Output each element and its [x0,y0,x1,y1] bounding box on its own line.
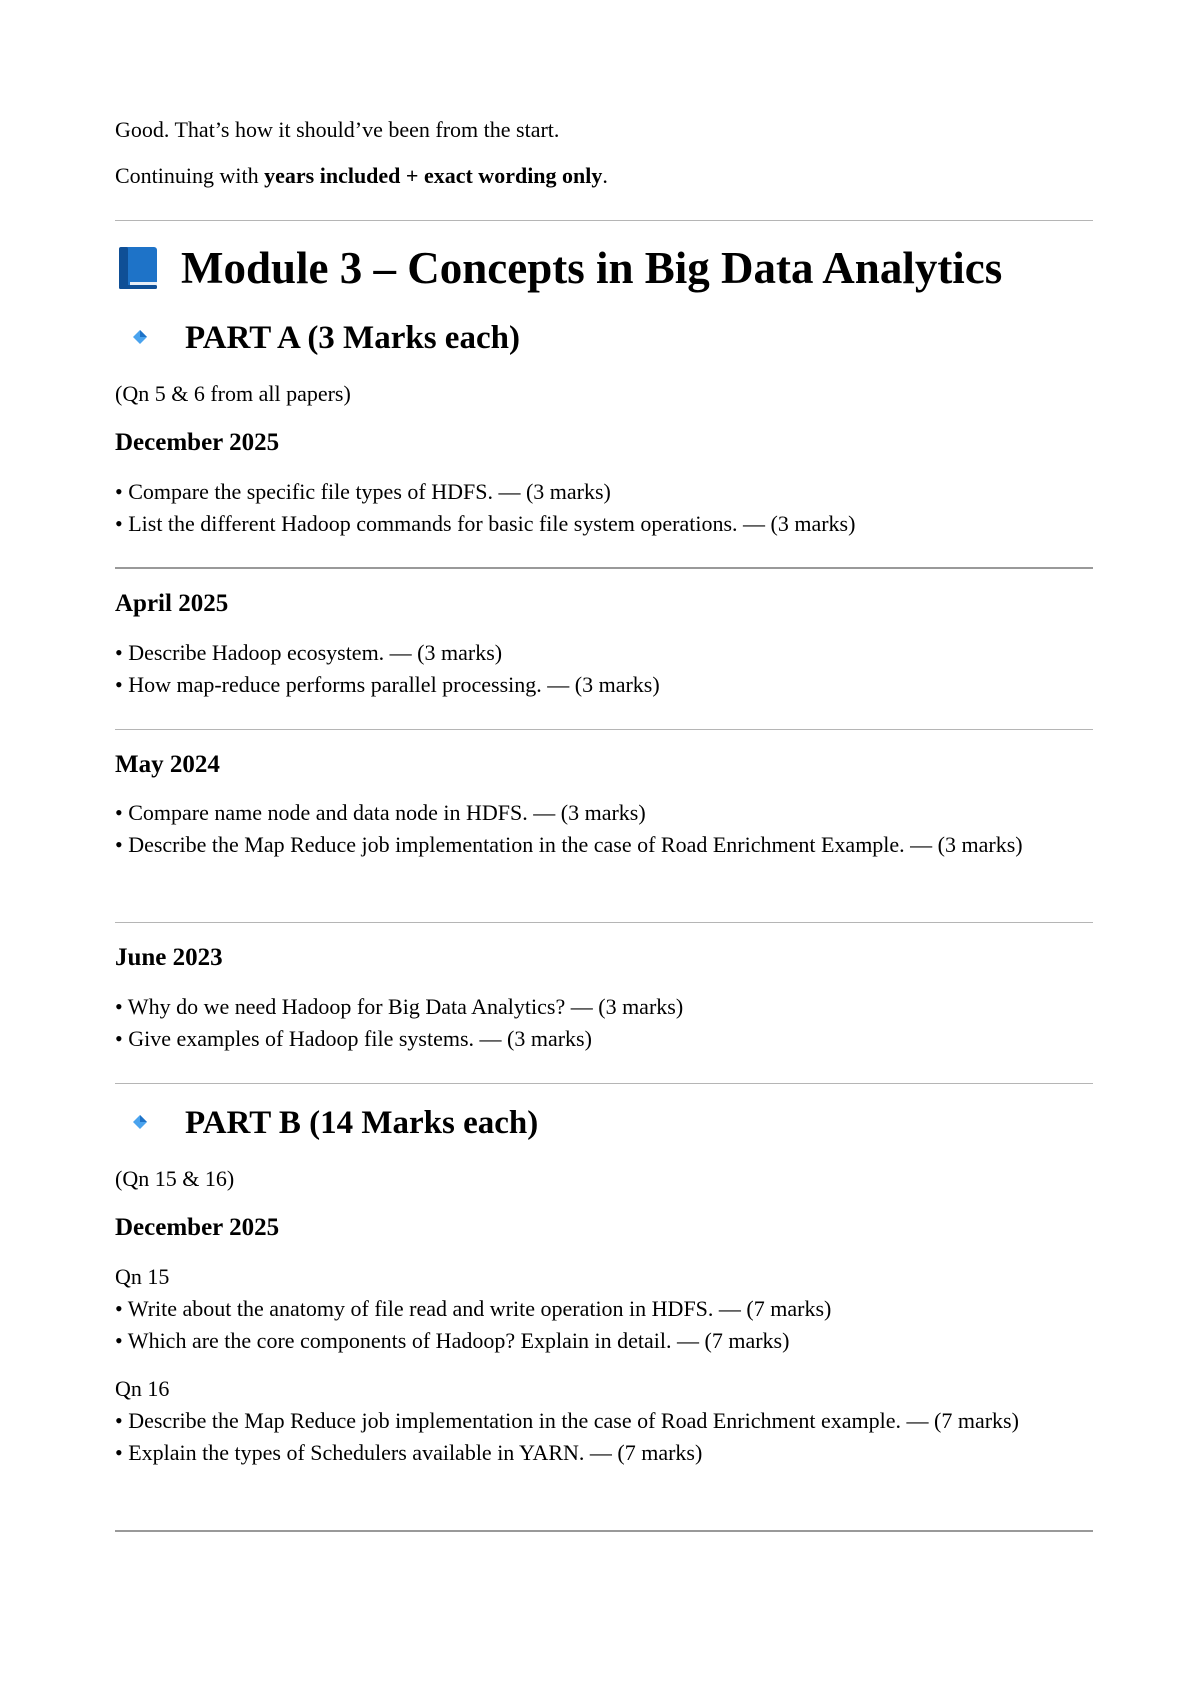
list-item: • Describe the Map Reduce job implementation in the case of Road Enrichment Example. — (3 marks) [115,832,1023,857]
part-a-title: PART A (3 Marks each) [185,320,520,356]
section-heading: December 2025 [115,1214,280,1241]
question-list [115,476,1093,540]
part-b-note: (Qn 15 & 16) [115,1166,235,1191]
question-list [115,797,1093,861]
section-heading: December 2025 [115,429,280,456]
divider [115,220,1093,221]
question-list [115,991,1093,1055]
part-b-heading [115,1101,538,1145]
small-blue-diamond-icon [127,1101,171,1145]
list-item: • Give examples of Hadoop file systems. — (3 marks) [115,1026,592,1051]
list-item: • Compare name node and data node in HDFS. — (3 marks) [115,800,646,825]
list-item: • Compare the specific file types of HDFS. — (3 marks) [115,479,611,504]
list-item: • Describe the Map Reduce job implementation in the case of Road Enrichment example. — (7 marks) [115,1408,1019,1433]
question-group [115,1261,1093,1357]
intro-line-2-prefix: Continuing with [115,163,265,188]
question-group [115,1373,1093,1469]
intro-line-2 [115,160,608,192]
list-item: • Describe Hadoop ecosystem. — (3 marks) [115,640,503,665]
small-blue-diamond-icon [127,316,171,360]
divider [115,1083,1093,1084]
blue-book-icon [115,244,161,292]
list-item: • How map-reduce performs parallel processing. — (3 marks) [115,672,660,697]
section-heading: June 2023 [115,944,223,971]
section-heading: May 2024 [115,751,220,778]
question-label: Qn 16 [115,1376,170,1401]
divider [115,1530,1093,1532]
intro-line-2-bold: years included + exact wording only [264,163,603,188]
divider [115,567,1093,569]
question-label: Qn 15 [115,1264,170,1289]
intro-line-2-suffix: . [602,163,608,188]
part-a-note: (Qn 5 & 6 from all papers) [115,381,351,406]
list-item: • Why do we need Hadoop for Big Data Analytics? — (3 marks) [115,994,684,1019]
section-heading: April 2025 [115,590,229,617]
module-title-text: Module 3 – Concepts in Big Data Analytics [181,243,1003,293]
divider [115,729,1093,730]
list-item: • List the different Hadoop commands for basic file system operations. — (3 marks) [115,511,856,536]
list-item: • Which are the core components of Hadoop? Explain in detail. — (7 marks) [115,1328,790,1353]
module-title [115,240,1002,296]
list-item: • Explain the types of Schedulers available in YARN. — (7 marks) [115,1440,703,1465]
question-list [115,637,1093,701]
part-b-title: PART B (14 Marks each) [185,1105,539,1141]
list-item: • Write about the anatomy of file read and write operation in HDFS. — (7 marks) [115,1296,832,1321]
part-a-heading [115,316,520,360]
divider [115,922,1093,923]
intro-line-1: Good. That’s how it should’ve been from the start. [115,117,560,142]
